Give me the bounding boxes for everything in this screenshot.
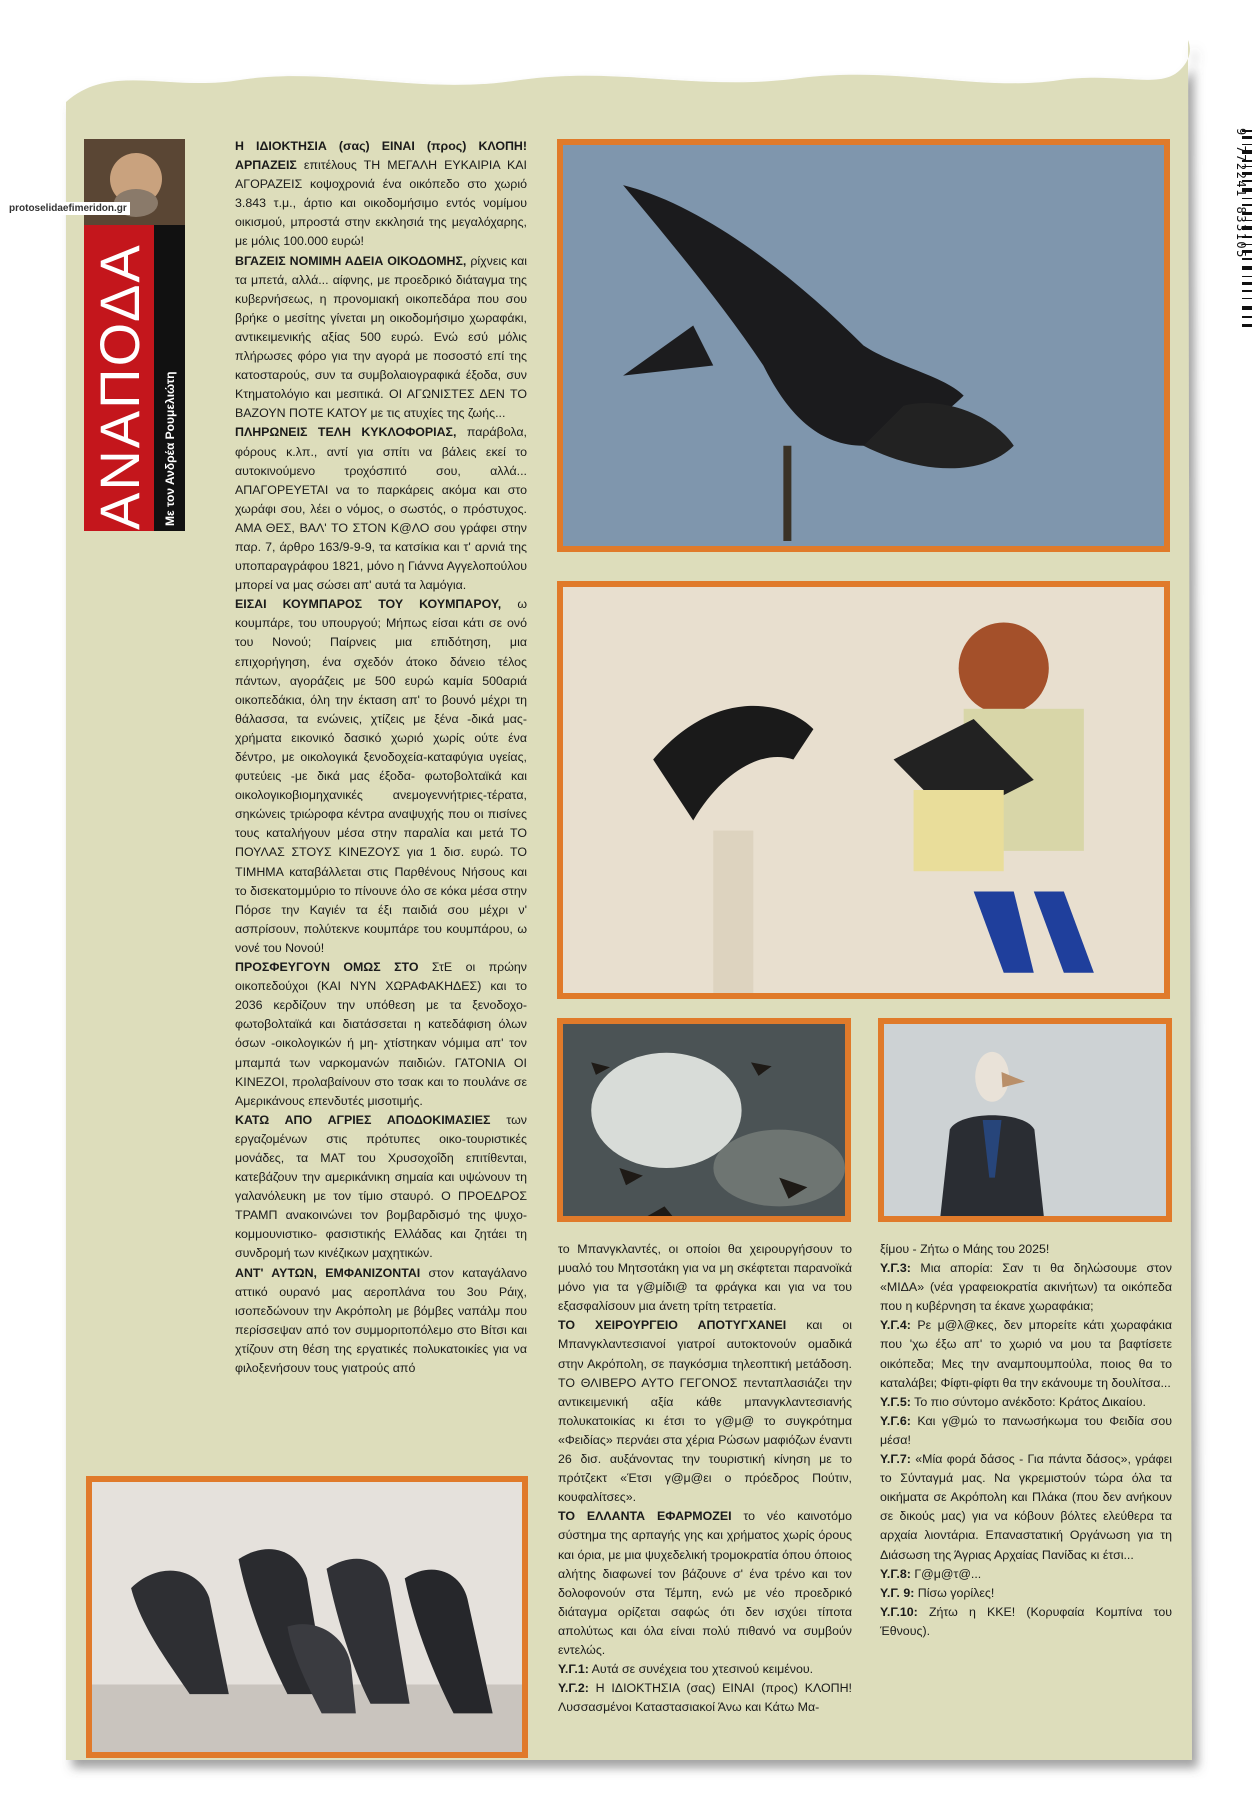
paragraph-text: επιτέλους ΤΗ ΜΕΓΑΛΗ ΕΥΚΑΙΡΙΑ ΚΑΙ ΑΓΟΡΑΖΕΙΣ κοψοχρονιά ένα οικόπεδο στο χωριό 3.843 τ.μ., άρτιο και οικοδομήσιμο εντός νομίμου οικισμού, μπροστά στην εκκλησιά της μεγαλόχαρης, με μόλις 100.000 ευρώ!	[235, 158, 527, 249]
paragraph-lead: Υ.Γ.5:	[880, 1394, 911, 1409]
paragraph-lead: Υ.Γ.7:	[880, 1452, 911, 1467]
paragraph-lead: Υ.Γ.3:	[880, 1261, 911, 1276]
photo-crow-flying	[557, 139, 1170, 552]
paragraph-lead: Υ.Γ.6:	[880, 1413, 911, 1428]
paragraph-text: Και γ@μώ το πανωσήκωμα του Φειδία σου μέσα!	[880, 1413, 1172, 1447]
paragraph-text: «Μία φορά δάσος - Για πάντα δάσος», γράφει το Σύνταγμά μας. Να γκρεμιστούν τώρα όλα τα οικήματα σε Ακρόπολη και Πλάκα (που δεν ανήκουν σε δικούς μας) για να κόβουν βόλτες ελεύθερα τα αρχαία λιοντάρια. Επαναστατική Οργάνωση για τη Διάσωση της Άγριας Αρχαίας Πανίδας κι έτσι...	[880, 1452, 1172, 1562]
paragraph-lead: Υ.Γ.1:	[558, 1662, 589, 1677]
paragraph-text: και οι Μπανγκλαντεσιανοί γιατροί αυτοκτονούν ομαδικά στην Ακρόπολη, σε παγκόσμια τηλεοπτική μετάδοση. ΤΟ ΘΛΙΒΕΡΟ ΑΥΤΟ ΓΕΓΟΝΟΣ πενταπλασιάζει την αντικειμενική αξία κάθε μπανγκλαντεσιανής πολυκατοικίας κι έτσι το γ@μ@ το συγκρότημα «Φειδίας» περνάει στα χέρια Ρώσων μαφιόζων έναντι 26 δισ. αυξάνοντας την τουριστική κίνηση με το πρότζεκτ «Έτσι γ@μ@ει ο πρόεδρος Πούτιν, κουφαλίτσες».	[558, 1318, 852, 1505]
paragraph-lead: Υ.Γ.4:	[880, 1318, 911, 1333]
paragraph	[235, 252, 527, 424]
crows-group-photo-icon	[92, 1482, 522, 1752]
paragraph	[558, 1507, 852, 1660]
paragraph	[235, 595, 527, 958]
paragraph-text: ρίχνεις και τα μπετά, αλλά... αίφνης, με προεδρικό διάταγμα της κυβερνήσεως, η προνομιακή οικοπεδάρα που σου βρήκε ο μεσίτης γίνεται μη οικοδομήσιμο χωραφάκι, αντικειμενικής αξίας 500 ευρώ. Ενώ εσύ μόλις πλήρωσες φόρο για την αγορά με ποσοστό επί της κατοσταρούς, συν τα συμβολαιογραφικά έξοδα, συν Κτηματολόγιο και μεσιτικά. ΟΙ ΑΓΩΝΙΣΤΕΣ ΔΕΝ ΤΟ ΒΑΖΟΥΝ ΠΟΤΕ ΚΑΤΟΥ με τις ατυχίες της ζωής...	[235, 253, 527, 421]
paragraph-text: Γ@μ@τ@...	[910, 1566, 982, 1581]
paragraph	[880, 1565, 1172, 1584]
paragraph	[880, 1316, 1172, 1392]
paragraph-text: Ζήτω η ΚΚΕ! (Κορυφαία Κομπίνα του Έθνους).	[880, 1604, 1172, 1638]
paragraph-lead: ΤΟ ΕΛΛΑΝΤΑ ΕΦΑΡΜΟΖΕΙ	[558, 1509, 732, 1524]
paragraph-text: Η ΙΔΙΟΚΤΗΣΙΑ (σας) ΕΙΝΑΙ (προς) ΚΛΟΠΗ! Λυσσασμένοι Καταστασιακοί Άνω και Κάτω Μα-	[558, 1681, 852, 1715]
paragraph-text: το Μπανγκλαντές, οι οποίοι θα χειρουργήσουν το μυαλό του Μητσοτάκη για να μη σκέφτεται παρανοϊκά μόνο για τα γ@μίδι@ τα φράγκα και για να του εξασφαλίσουν μια άνετη τρίτη τετραετία.	[558, 1242, 852, 1314]
paragraph-lead: Υ.Γ.8:	[880, 1566, 911, 1581]
paragraph	[235, 137, 527, 252]
paragraph-text: παράβολα, φόρους κ.λπ., αντί για σπίτι να βάλεις εκεί το αυτοκινούμενο τροχόσπιτό σου, αλλά... ΑΠΑΓΟΡΕΥΕΤΑΙ να το παρκάρεις ακόμα και στο χωράφι σου, λέει ο νόμος, ο σωστός, ο πρόστυχος. ΑΜΑ ΘΕΣ, ΒΑΛ' ΤΟ ΣΤΟΝ Κ@ΛΟ σου γράφει στην παρ. 7, άρθρο 163/9-9-9, τα κατσίκια και τ' αρνιά της υποπαραγράφου 1821, μόνο η Γιάννα Αγγελοπούλου μπορεί να μας σώσει απ' αυτά τα λαμόγια.	[235, 425, 527, 593]
paragraph	[880, 1450, 1172, 1565]
paragraph	[235, 958, 527, 1111]
paragraph	[880, 1240, 1172, 1259]
crow-photo-icon	[563, 145, 1164, 546]
article-column-2	[558, 1240, 852, 1717]
byline: Με τον Ανδρέα Ρουμελιώτη	[163, 371, 177, 526]
paragraph	[880, 1259, 1172, 1316]
paragraph	[558, 1679, 852, 1717]
section-title: ΑΝΑΠΟΔΑ	[88, 243, 151, 530]
paragraph	[880, 1584, 1172, 1603]
paragraph-text: Αυτά σε συνέχεια του χτεσινού κειμένου.	[588, 1662, 814, 1677]
paragraph	[880, 1393, 1172, 1412]
paragraph-text: στον καταγάλανο αττικό ουρανό μας αεροπλάνα του 3ου Ράιχ, ισοπεδώνουν την Ακρόπολη με βόμβες ναπάλμ που περίσσεψαν από τον συμμοριτοπόλεμο στο Βίτσι και χτίζουν στη θέση της εργατικές πολυκατοικίες για να φιλοξενήσουν τους γιατρούς από	[235, 1265, 527, 1375]
photo-playmobil-house	[557, 581, 1170, 999]
paragraph-lead: ΠΡΟΣΦΕΥΓΟΥΝ ΟΜΩΣ ΣΤΟ	[235, 960, 419, 975]
site-watermark: protoselidaefimeridon.gr	[6, 202, 130, 215]
toy-figure-photo-icon	[563, 587, 1164, 993]
paragraph	[235, 423, 527, 595]
article-column-1	[235, 137, 527, 1378]
paragraph-text: ξίμου - Ζήτω ο Μάης του 2025!	[880, 1242, 1050, 1256]
paragraph-lead: ΠΛΗΡΩΝΕΙΣ ΤΕΛΗ ΚΥΚΛΟΦΟΡΙΑΣ,	[235, 425, 457, 440]
paragraph-text: Το πιο σύντομο ανέκδοτο: Κράτος Δικαίου.	[910, 1394, 1146, 1409]
paragraph	[558, 1240, 852, 1316]
paragraph	[558, 1660, 852, 1679]
paragraph-lead: ΚΑΤΩ ΑΠΟ ΑΓΡΙΕΣ ΑΠΟΔΟΚΙΜΑΣΙΕΣ	[235, 1112, 491, 1127]
barcode-digits: 9 772241 833105	[1234, 128, 1248, 259]
paragraph-lead: ΤΟ ΧΕΙΡΟΥΡΓΕΙΟ ΑΠΟΤΥΓΧΑΝΕΙ	[558, 1318, 787, 1333]
article-column-3	[880, 1240, 1172, 1641]
paragraph	[880, 1603, 1172, 1641]
paragraph-lead: ΑΝΤ' ΑΥΤΩΝ, ΕΜΦΑΝΙΖΟΝΤΑΙ	[235, 1265, 421, 1280]
photo-crows-ground	[86, 1476, 528, 1758]
paragraph-text: ω κουμπάρε, του υπουργού; Μήπως είσαι κάτι σε ονό του Νονού; Παίρνεις μια επιδότηση, μια επιχορήγηση, ένα σχεδόν άτοκο δάνειο τέλος πάντων, αγοράζεις με 500 ευρώ καμία 500αριά οικοπεδάκια, όλη την έκταση απ' το βουνό μέχρι τη θάλασσα, τα ενώνεις, χτίζεις με ξένα -δικά μας- χρήματα εικονικό δασικό χωριό χωρίς ούτε ένα δέντρο, με οικολογικά ξενοδοχεία-καταφύγια υγείας, φυτεύεις -με δικά μας έξοδα- φωτοβολταϊκά και οικολογικοβιομηχανικές ανεμογεννήτριες-τέρατα, σηκώνεις τριώροφα κέντρα αναψυχής που οι πισίνες τους καταλήγουν μέσα στην παραλία και μετά ΤΟ ΠΟΥΛΑΣ ΣΤΟΥΣ ΚΙΝΕΖΟΥΣ για 1 δισ. ευρώ. ΤΟ ΤΙΜΗΜΑ καταβάλλεται στις Παρθένους Νήσους και το δισεκατομμύριο το πίνουνε όλο σε κόκα μέσα στην Πόρσε την Καγιέν τα έξι παιδιά σου μέχρι ν' ασπρίσουν, πολύτεκνε κουμπάρε του κουμπάρου, ω νονέ του Νονού!	[235, 597, 527, 955]
paragraph-text: Πίσω γορίλες!	[914, 1585, 995, 1600]
paragraph-lead: Η ΙΔΙΟΚΤΗΣΙΑ (σας) ΕΙΝΑΙ (προς) ΚΛΟΠΗ! ΑΡΠΑΖΕΙΣ	[235, 139, 527, 173]
paragraph-text: Ρε μ@λ@κες, δεν μπορείτε κάτι χωραφάκια που 'χω έξω απ' το χωριό να μου τα βαφτίσετε οικόπεδα; Μες την αναμπουμπούλα, ποιος θα το καταλάβει; Φίφτι-φίφτι θα την εκάνουμε τη δουλίτσα...	[880, 1318, 1172, 1390]
vulture-businessman-photo-icon	[884, 1024, 1166, 1216]
paragraph	[235, 1111, 527, 1264]
paragraph-lead: ΒΓΑΖΕΙΣ ΝΟΜΙΜΗ ΑΔΕΙΑ ΟΙΚΟΔΟΜΗΣ,	[235, 253, 467, 268]
paragraph	[235, 1264, 527, 1379]
photo-vulture-suit	[878, 1018, 1172, 1222]
photo-vultures-sky	[557, 1018, 851, 1222]
paragraph	[880, 1412, 1172, 1450]
vultures-photo-icon	[563, 1024, 845, 1216]
paragraph	[558, 1316, 852, 1507]
paragraph-lead: ΕΙΣΑΙ ΚΟΥΜΠΑΡΟΣ ΤΟΥ ΚΟΥΜΠΑΡΟΥ,	[235, 597, 502, 612]
paragraph-lead: Υ.Γ.10:	[880, 1604, 918, 1619]
paragraph-text: το νέο καινοτόμο σύστημα της αρπαγής γης και χρήματος χωρίς όρους και όρια, με μια ψυχεδελική τρομοκρατία όπου όποιος αλήτης διαφωνεί τον βάζουνε σ' ένα τρένο και τον δολοφονούν στα Τέμπη, ενώ με νέο προεδρικό διάταγμα ορίζεται σαφώς ότι δεν ισχύει τίποτα απολύτως και όλα είναι πολύ πιθανό να συμβούν εντελώς.	[558, 1509, 852, 1657]
paragraph-text: των εργαζομένων στις πρότυπες οικο-τουριστικές μονάδες, τα ΜΑΤ του Χρυσοχοΐδη επιτίθενται, κατεβάζουν την αμερικάνικη σημαία και υψώνουν τη γαλανόλευκη με τον τίμιο σταυρό. Ο ΠΡΟΕΔΡΟΣ ΤΡΑΜΠ ανακοινώνει τον βομβαρδισμό της ψυχο-κομμουνιστικο- φασιστικής Ελλάδας και ζητάει τη συνδρομή των κινέζικων μαχητικών.	[235, 1112, 527, 1261]
paragraph-text: ΣτΕ οι πρώην οικοπεδούχοι (ΚΑΙ ΝΥΝ ΧΩΡΑΦΑΚΗΔΕΣ) και το 2036 κερδίζουν την υπόθεση με τα ξενοδοχο-φωτοβολταϊκά και διατάσσεται η κατεδάφιση όλων όσων -οικολογικών ή μη- χτίστηκαν νόμιμα απ' τον μπαμπά των ναρκομανών παιδιών. ΓΑΤΟΝΙΑ ΟΙ ΚΙΝΕΖΟΙ, προλαβαίνουν στο τσακ και το πουλάνε σε Αμερικάνους επενδυτές μισοτιμής.	[235, 960, 527, 1108]
paragraph-lead: Υ.Γ. 9:	[880, 1585, 915, 1600]
paragraph-lead: Υ.Γ.2:	[558, 1681, 589, 1696]
paragraph-text: Μια απορία: Σαν τι θα δηλώσουμε στον «ΜΙΔΑ» (νέα γραφειοκρατία ακινήτων) τα οικόπεδα που η κυβέρνηση τα έκανε χωραφάκια;	[880, 1261, 1172, 1314]
